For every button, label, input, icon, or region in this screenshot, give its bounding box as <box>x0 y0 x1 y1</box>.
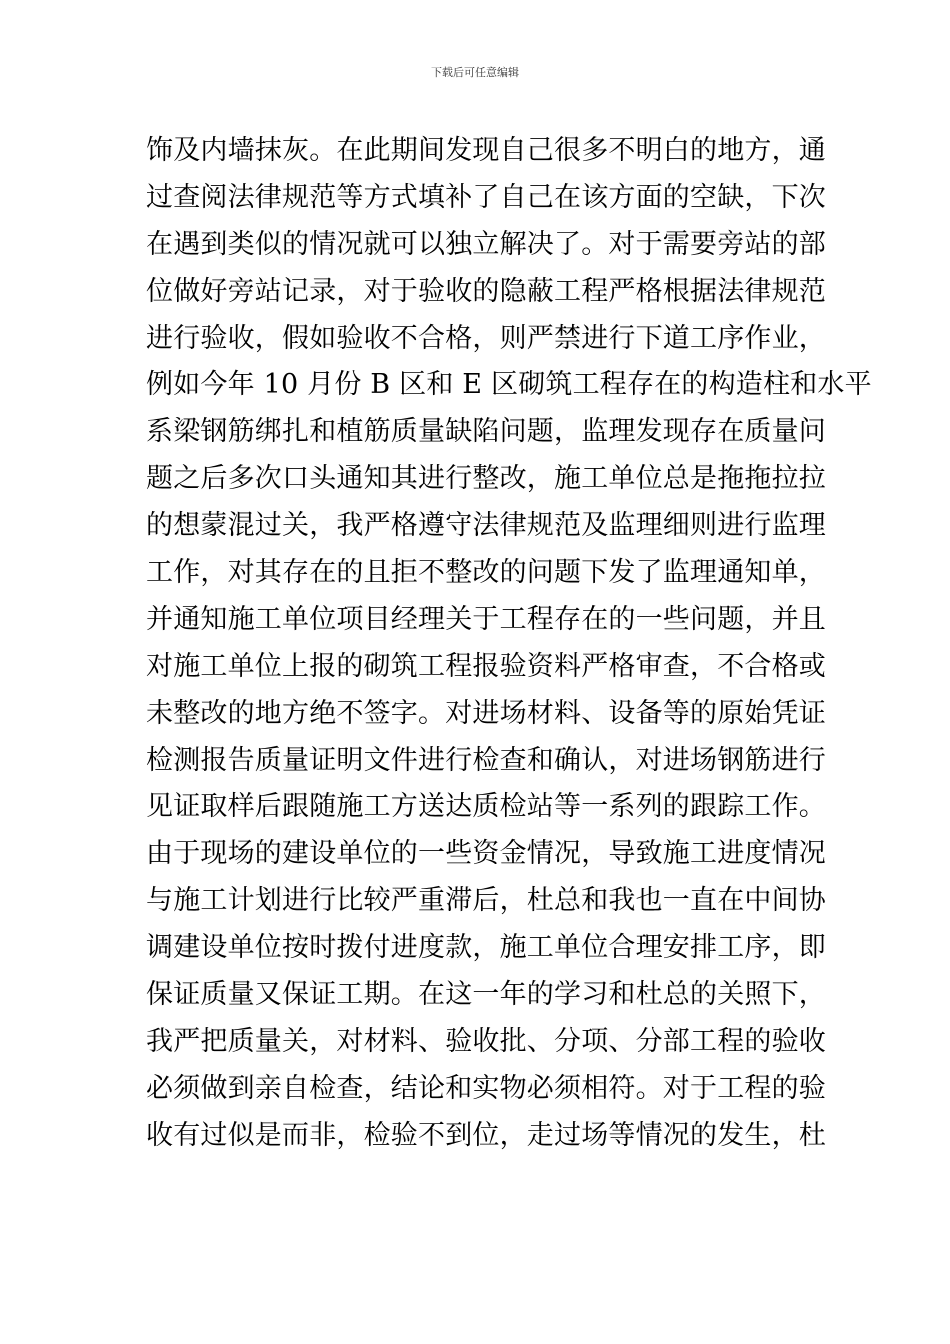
text-line: 保证质量又保证工期。在这一年的学习和杜总的关照下， <box>146 979 826 1011</box>
text-line: 见证取样后跟随施工方送达质检站等一系列的跟踪工作。 <box>146 791 826 823</box>
text-line: 工作，对其存在的且拒不整改的问题下发了监理通知单， <box>146 557 826 589</box>
body-paragraph <box>146 128 872 1160</box>
text-line: 收有过似是而非，检验不到位，走过场等情况的发生，杜 <box>146 1119 826 1151</box>
text-line: 并通知施工单位项目经理关于工程存在的一些问题，并且 <box>146 603 826 635</box>
text-line: 位做好旁站记录，对于验收的隐蔽工程严格根据法律规范 <box>146 275 826 307</box>
text-line: 未整改的地方绝不签字。对进场材料、设备等的原始凭证 <box>146 697 826 729</box>
text-line: 过查阅法律规范等方式填补了自己在该方面的空缺，下次 <box>146 181 826 213</box>
text-line: 进行验收，假如验收不合格，则严禁进行下道工序作业， <box>146 322 826 354</box>
text-line: 例如今年 10 月份 B 区和 E 区砌筑工程存在的构造柱和水平 <box>146 369 872 401</box>
text-line: 调建设单位按时拨付进度款，施工单位合理安排工序，即 <box>146 932 826 964</box>
text-line: 由于现场的建设单位的一些资金情况，导致施工进度情况 <box>146 838 826 870</box>
text-line: 饰及内墙抹灰。在此期间发现自己很多不明白的地方，通 <box>146 135 826 166</box>
text-line: 的想蒙混过关，我严格遵守法律规范及监理细则进行监理 <box>146 510 826 542</box>
text-line: 在遇到类似的情况就可以独立解决了。对于需要旁站的部 <box>146 228 826 260</box>
text-line: 我严把质量关，对材料、验收批、分项、分部工程的验收 <box>146 1025 826 1057</box>
text-line: 系梁钢筋绑扎和植筋质量缺陷问题，监理发现存在质量问 <box>146 416 826 448</box>
text-line: 与施工计划进行比较严重滞后，杜总和我也一直在中间协 <box>146 885 826 917</box>
text-line: 检测报告质量证明文件进行检查和确认，对进场钢筋进行 <box>146 744 826 776</box>
text-line: 题之后多次口头通知其进行整改，施工单位总是拖拖拉拉 <box>146 463 826 495</box>
text-line: 必须做到亲自检查，结论和实物必须相符。对于工程的验 <box>146 1072 826 1104</box>
text-line: 对施工单位上报的砌筑工程报验资料严格审查，不合格或 <box>146 650 826 682</box>
page-header: 下载后可任意编辑 <box>431 66 519 79</box>
